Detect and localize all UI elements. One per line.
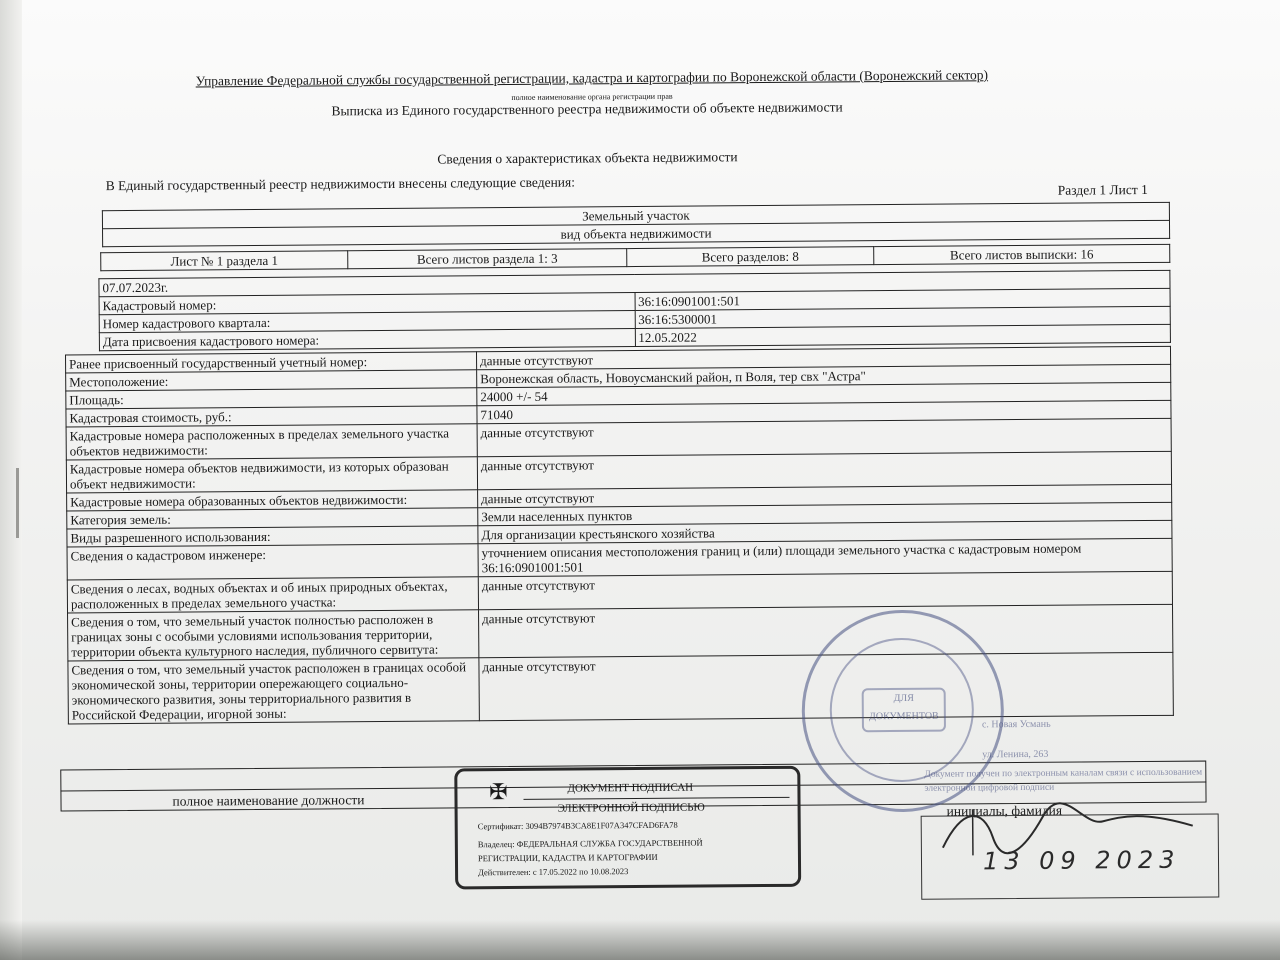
row-value: Земли населенных пунктов	[478, 502, 1172, 525]
esig-certificate: Сертификат: 3094B7974B3CA8E1F07A347CFAD6FA78	[477, 819, 678, 832]
row-value: 24000 +/- 54	[477, 382, 1171, 405]
row-label: Площадь:	[66, 388, 477, 409]
row-value: данные отсутствуют	[478, 484, 1172, 507]
position-caption: полное наименование должности	[172, 792, 365, 809]
row-label: Кадастровые номера образованных объектов недвижимости:	[67, 490, 478, 511]
handwritten-date: 13 09 2023	[982, 845, 1181, 876]
esig-valid: Действителен: с 17.05.2022 по 10.08.2023	[478, 866, 629, 878]
stamp-note: Документ получен по электронным каналам связи с использованием электронной цифровой подписи	[924, 767, 1203, 794]
sheets-in-section: Всего листов раздела 1: 3	[348, 249, 627, 269]
row-value: Воронежская область, Новоусманский район, п Воля, тер свх "Астра"	[477, 364, 1171, 387]
extract-date: 07.07.2023г.	[99, 270, 1170, 296]
row-label: Дата присвоения кадастрового номера:	[99, 329, 635, 351]
sections-total: Всего разделов: 8	[627, 247, 874, 267]
row-value: Для организации крестьянского хозяйства	[478, 520, 1172, 543]
sheet-number: Лист № 1 раздела 1	[101, 251, 348, 271]
row-label: Номер кадастрового квартала:	[99, 311, 635, 333]
authority-caption: полное наименование органа регистрации прав	[511, 91, 673, 102]
object-type-caption: вид объекта недвижимости	[103, 220, 1170, 246]
photo-shadow	[0, 920, 1280, 960]
section-sheet-label: Раздел 1 Лист 1	[1057, 182, 1148, 198]
row-value: данные отсутствуют	[479, 604, 1173, 657]
authority-name: Управление Федеральной службы государственной регистрации, кадастра и картографии по Воронежской области (Воронежский сектор)	[195, 67, 989, 89]
intro-text: В Единый государственный реестр недвижимости внесены следующие сведения:	[105, 174, 576, 194]
row-value: 71040	[477, 400, 1171, 423]
electronic-signature-stamp	[454, 766, 801, 890]
row-label: Категория земель:	[67, 508, 478, 529]
object-type: Земельный участок	[102, 202, 1169, 228]
sheet-info-table	[100, 244, 1170, 271]
row-value: данные отсутствуют	[476, 346, 1170, 369]
row-label: Сведения о лесах, водных объектах и об иных природных объектах, расположенных в пределах земельного участка:	[67, 577, 478, 613]
stamp-address-street: ул. Ленина, 263	[982, 748, 1049, 761]
row-value: данные отсутствуют	[477, 418, 1171, 456]
row-label: Ранее присвоенный государственный учетный номер:	[66, 352, 477, 373]
row-value: данные отсутствуют	[477, 451, 1171, 489]
row-label: Кадастровые номера расположенных в пределах земельного участка объектов недвижимости:	[66, 424, 477, 460]
esig-owner: Владелец: ФЕДЕРАЛЬНАЯ СЛУЖБА ГОСУДАРСТВЕННОЙ	[477, 837, 703, 850]
row-value: уточнением описания местоположения границ и (или) площади земельного участка с кадастровым номером 36:16:0901001:501	[478, 538, 1172, 576]
emblem-icon: ✠	[489, 779, 508, 805]
sheets-total: Всего листов выписки: 16	[874, 244, 1170, 264]
row-label: Виды разрешенного использования:	[67, 526, 478, 547]
row-label: Местоположение:	[66, 370, 477, 391]
row-label: Сведения о том, что земельный участок полностью расположен в границах зоны с особыми условиями использования территории, территории объекта культурного наследия, публичного сервитута:	[68, 610, 479, 661]
esig-line1: ДОКУМЕНТ ПОДПИСАН	[567, 781, 694, 795]
details-table	[65, 346, 1174, 725]
row-label: Кадастровые номера объектов недвижимости, из которых образован объект недвижимости:	[66, 457, 477, 493]
esig-line2: ЭЛЕКТРОННОЙ ПОДПИСЬЮ	[557, 801, 705, 815]
row-label: Кадастровая стоимость, руб.:	[66, 406, 477, 427]
row-value: 12.05.2022	[635, 324, 1171, 346]
row-value: 36:16:0901001:501	[635, 288, 1171, 310]
document-title: Выписка из Единого государственного реестра недвижимости об объекте недвижимости	[331, 99, 843, 119]
initials-caption: инициалы, фамилия	[946, 802, 1063, 819]
row-value: данные отсутствуют	[479, 652, 1173, 720]
table-row	[68, 652, 1173, 724]
esig-divider	[524, 797, 790, 800]
table-row	[68, 604, 1173, 661]
identifiers-table	[98, 270, 1171, 351]
row-value: 36:16:5300001	[635, 306, 1171, 328]
seal-center-label: ДЛЯ ДОКУМЕНТОВ	[862, 688, 946, 733]
row-label: Кадастровый номер:	[99, 293, 635, 315]
row-label: Сведения о кадастровом инженере:	[67, 544, 478, 580]
document-subtitle: Сведения о характеристиках объекта недвижимости	[437, 149, 738, 167]
esig-owner-2: РЕГИСТРАЦИИ, КАДАСТРА И КАРТОГРАФИИ	[477, 851, 658, 864]
row-label: Сведения о том, что земельный участок расположен в границах особой экономической зоны, территории опережающего социально-экономического развития, зоны территориального развития в Российской Федерации, игорной зоны:	[68, 658, 479, 724]
stamp-address: с. Новая Усмань	[981, 718, 1051, 731]
row-value: данные отсутствуют	[478, 571, 1172, 609]
object-type-table	[102, 202, 1170, 247]
